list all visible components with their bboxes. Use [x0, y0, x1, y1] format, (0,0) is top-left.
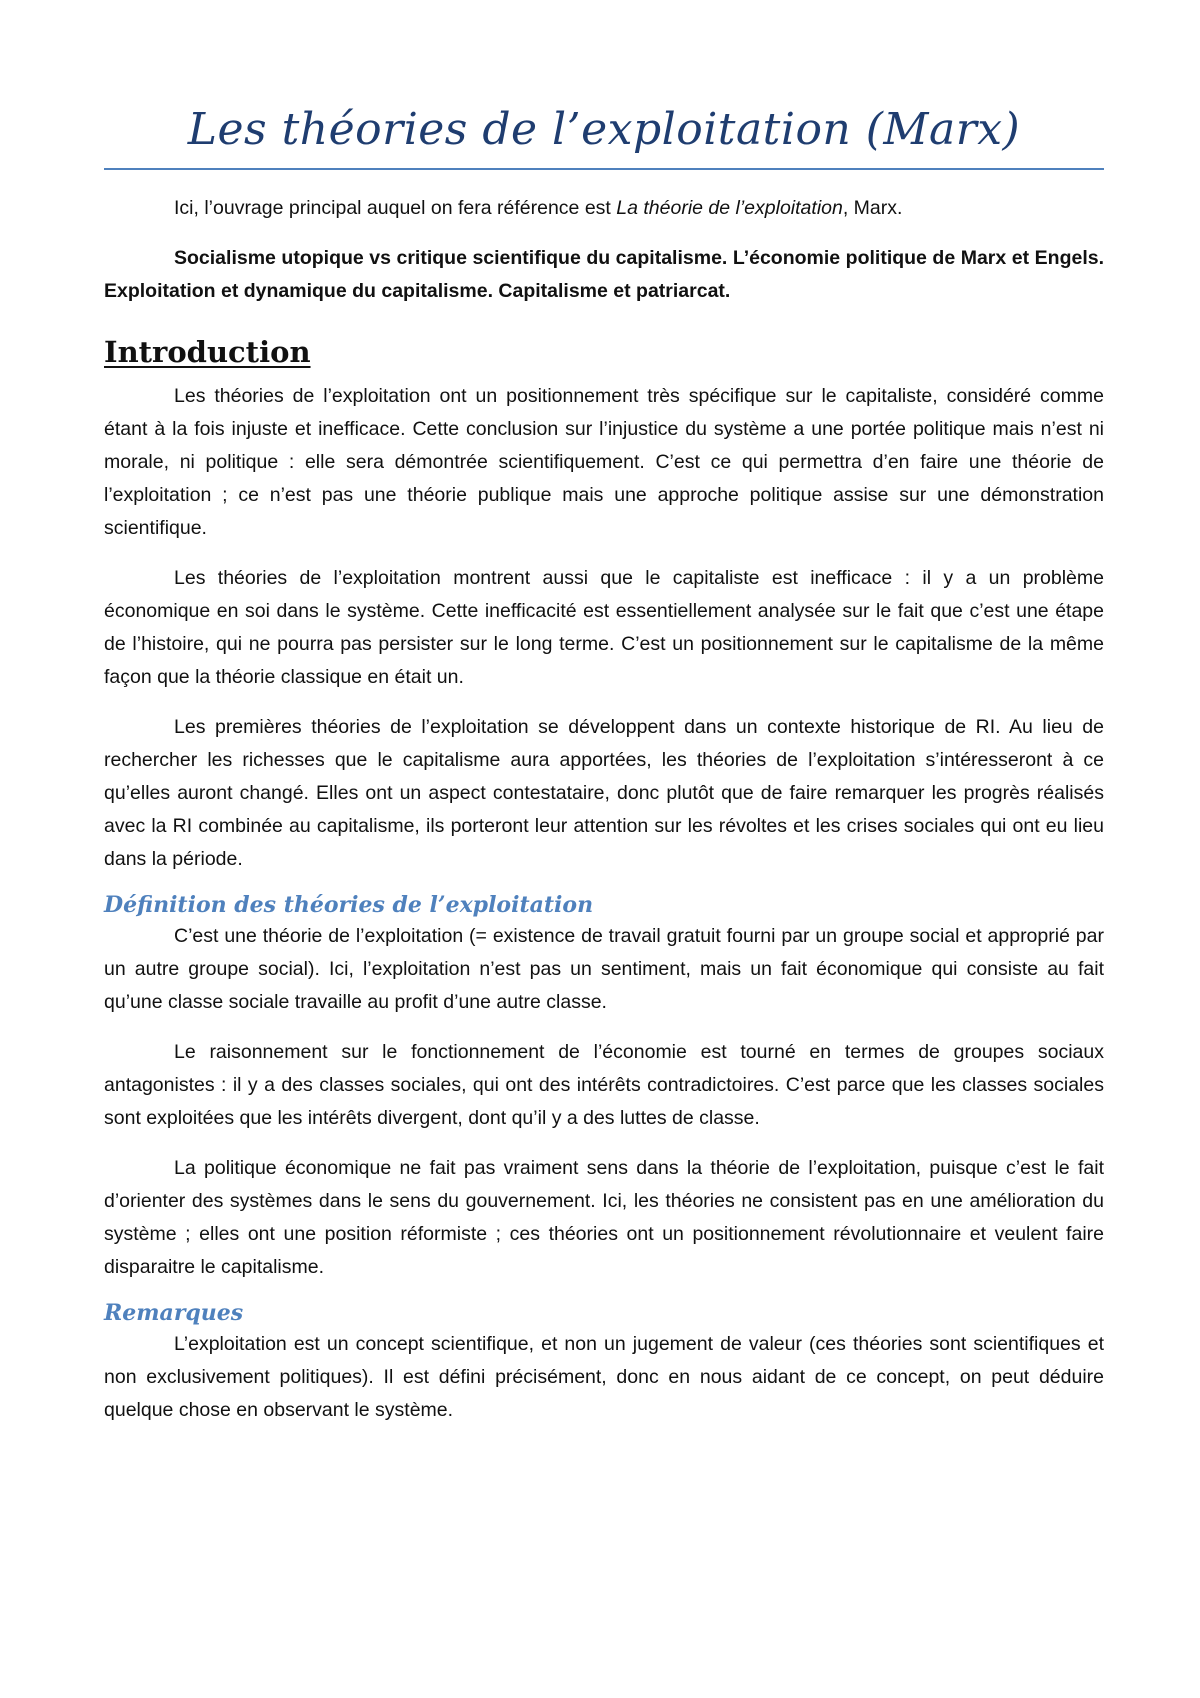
- definition-paragraph-3: La politique économique ne fait pas vraiment sens dans la théorie de l’exploitation, puisque c’est le fait d’orienter des systèmes dans le sens du gouvernement. Ici, les théories ne consistent pas en une amélioration du système ; elles ont une position réformiste ; ces théories ont un positionnement révolutionnaire et veulent faire disparaitre le capitalisme.: [104, 1157, 1104, 1278]
- topics-paragraph: Socialisme utopique vs critique scientifique du capitalisme. L’économie politique de Marx et Engels. Exploitation et dynamique du capitalisme. Capitalisme et patriarcat.: [104, 247, 1104, 302]
- reference-work-paragraph: [104, 192, 1104, 225]
- introduction-heading: Introduction: [104, 335, 311, 369]
- document-page: [104, 100, 1104, 1427]
- introduction-paragraph-3: Les premières théories de l’exploitation se développent dans un contexte historique de RI. Au lieu de rechercher les richesses que le capitalisme aura apportées, les théories de l’exploitation s’intéresseront à ce qu’elles auront changé. Elles ont un aspect contestataire, donc plutôt que de faire remarquer les progrès réalisés avec la RI combinée au capitalisme, ils porteront leur attention sur les révoltes et les crises sociales qui ont eu lieu dans la période.: [104, 716, 1104, 870]
- document-title: Les théories de l’exploitation (Marx): [187, 104, 1021, 155]
- reference-text-before: Ici, l’ouvrage principal auquel on fera référence est: [174, 197, 617, 219]
- definition-paragraph-2: Le raisonnement sur le fonctionnement de l’économie est tourné en termes de groupes sociaux antagonistes : il y a des classes sociales, qui ont des intérêts contradictoires. C’est parce que les classes sociales sont exploitées que les intérêts divergent, dont qu’il y a des luttes de classe.: [104, 1041, 1104, 1129]
- definition-heading: Définition des théories de l’exploitation: [104, 892, 594, 918]
- introduction-paragraph-2: Les théories de l’exploitation montrent aussi que le capitaliste est inefficace : il y a un problème économique en soi dans le système. Cette inefficacité est essentiellement analysée sur le fait que c’est une étape de l’histoire, qui ne pourra pas persister sur le long terme. C’est un positionnement sur le capitalisme de la même façon que la théorie classique en était un.: [104, 567, 1104, 688]
- remarques-heading: Remarques: [104, 1300, 244, 1326]
- reference-text-after: , Marx.: [842, 197, 903, 219]
- introduction-paragraph-1: Les théories de l’exploitation ont un positionnement très spécifique sur le capitaliste, considéré comme étant à la fois injuste et inefficace. Cette conclusion sur l’injustice du système a une portée politique mais n’est ni morale, ni politique : elle sera démontrée scientifiquement. C’est ce qui permettra d’en faire une théorie de l’exploitation ; ce n’est pas une théorie publique mais une approche politique assise sur une démonstration scientifique.: [104, 385, 1104, 539]
- definition-paragraph-1: C’est une théorie de l’exploitation (= existence de travail gratuit fourni par un groupe social et approprié par un autre groupe social). Ici, l’exploitation n’est pas un sentiment, mais un fait économique qui consiste au fait qu’une classe sociale travaille au profit d’une autre classe.: [104, 925, 1104, 1013]
- reference-work-title: La théorie de l’exploitation: [616, 197, 843, 219]
- title-underline-rule: [104, 168, 1104, 170]
- remarques-paragraph-1: L’exploitation est un concept scientifique, et non un jugement de valeur (ces théories sont scientifiques et non exclusivement politiques). Il est défini précisément, donc en nous aidant de ce concept, on peut déduire quelque chose en observant le système.: [104, 1333, 1104, 1421]
